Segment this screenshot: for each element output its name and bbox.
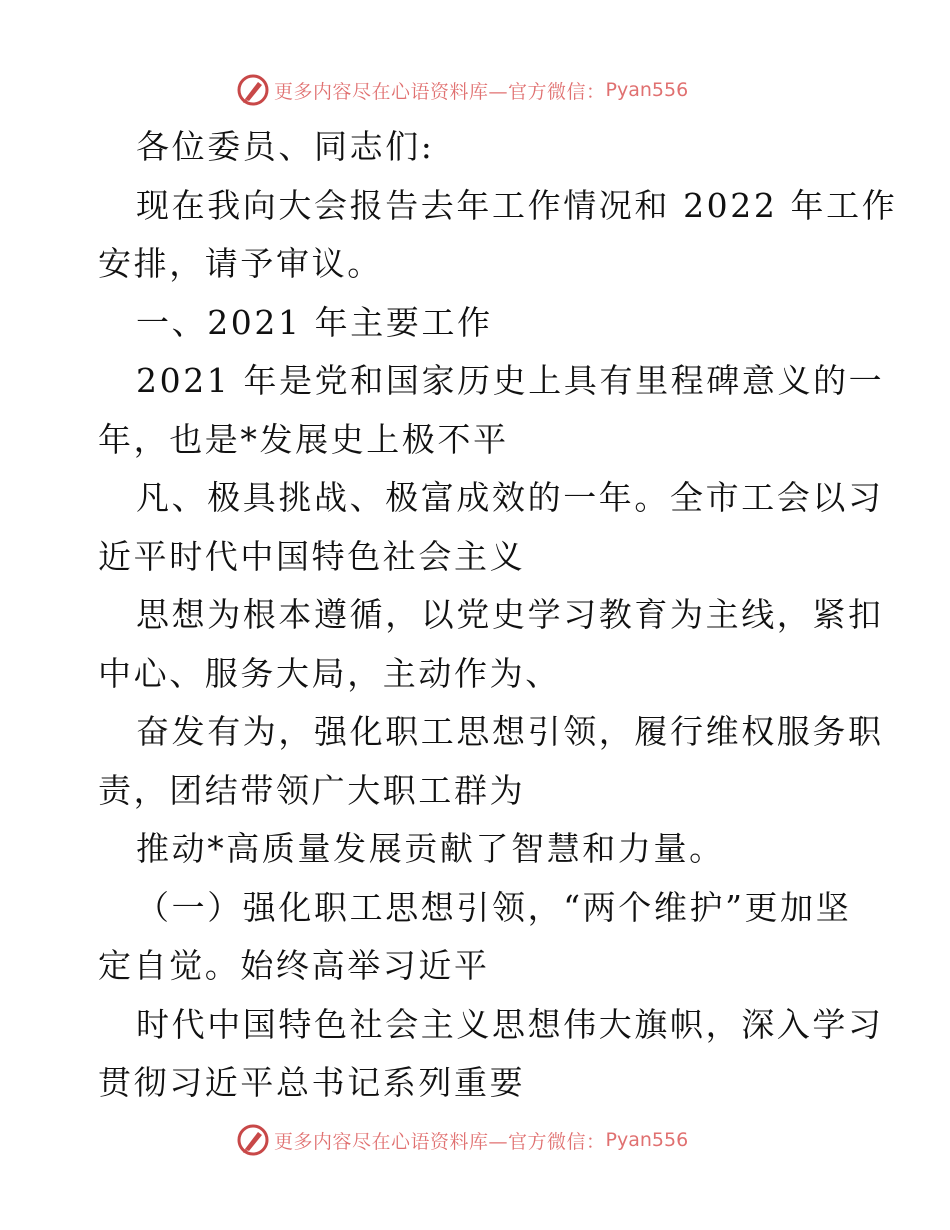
body-text-line: 年，也是*发展史上极不平 bbox=[98, 419, 509, 459]
watermark-wechat-id: Pyan556 bbox=[605, 1129, 689, 1151]
watermark-text: 更多内容尽在心语资料库—官方微信： bbox=[274, 80, 606, 103]
body-text-line: 推动*高质量发展贡献了智慧和力量。 bbox=[136, 829, 725, 868]
watermark-text: 更多内容尽在心语资料库—官方微信： bbox=[274, 1130, 606, 1153]
body-text-line: （一）强化职工思想引领，“两个维护”更加坚 bbox=[136, 887, 852, 927]
body-text-line: 安排，请予审议。 bbox=[98, 244, 383, 283]
watermark-group bbox=[236, 1120, 688, 1160]
body-text-line: 现在我向大会报告去年工作情况和 2022 年工作 bbox=[136, 185, 898, 225]
pen-in-circle-logo-icon bbox=[236, 73, 270, 107]
document-body bbox=[98, 118, 898, 1113]
watermark-footer bbox=[0, 1120, 950, 1160]
body-text-line: 近平时代中国特色社会主义 bbox=[98, 536, 526, 576]
body-text-line: 定自觉。始终高举习近平 bbox=[98, 946, 490, 985]
body-text-line: 时代中国特色社会主义思想伟大旗帜，深入学习 bbox=[136, 1004, 884, 1044]
body-text-line: 中心、服务大局，主动作为、 bbox=[98, 653, 561, 693]
body-text-line: 责，团结带领广大职工群为 bbox=[98, 770, 526, 810]
body-text-line: 一、2021 年主要工作 bbox=[136, 302, 493, 342]
watermark-group bbox=[236, 70, 688, 110]
body-text-line: 凡、极具挑战、极富成效的一年。全市工会以习 bbox=[136, 478, 884, 517]
body-text-line: 2021 年是党和国家历史上具有里程碑意义的一 bbox=[136, 361, 885, 400]
body-text-line: 奋发有为，强化职工思想引领，履行维权服务职 bbox=[136, 712, 884, 751]
body-text-line: 各位委员、同志们: bbox=[136, 127, 435, 166]
pen-in-circle-logo-icon bbox=[236, 1123, 270, 1157]
body-text-line: 贯彻习近平总书记系列重要 bbox=[98, 1063, 526, 1102]
watermark-header bbox=[0, 70, 950, 110]
watermark-wechat-id: Pyan556 bbox=[605, 79, 689, 101]
body-text-line: 思想为根本遵循，以党史学习教育为主线，紧扣 bbox=[136, 595, 884, 634]
